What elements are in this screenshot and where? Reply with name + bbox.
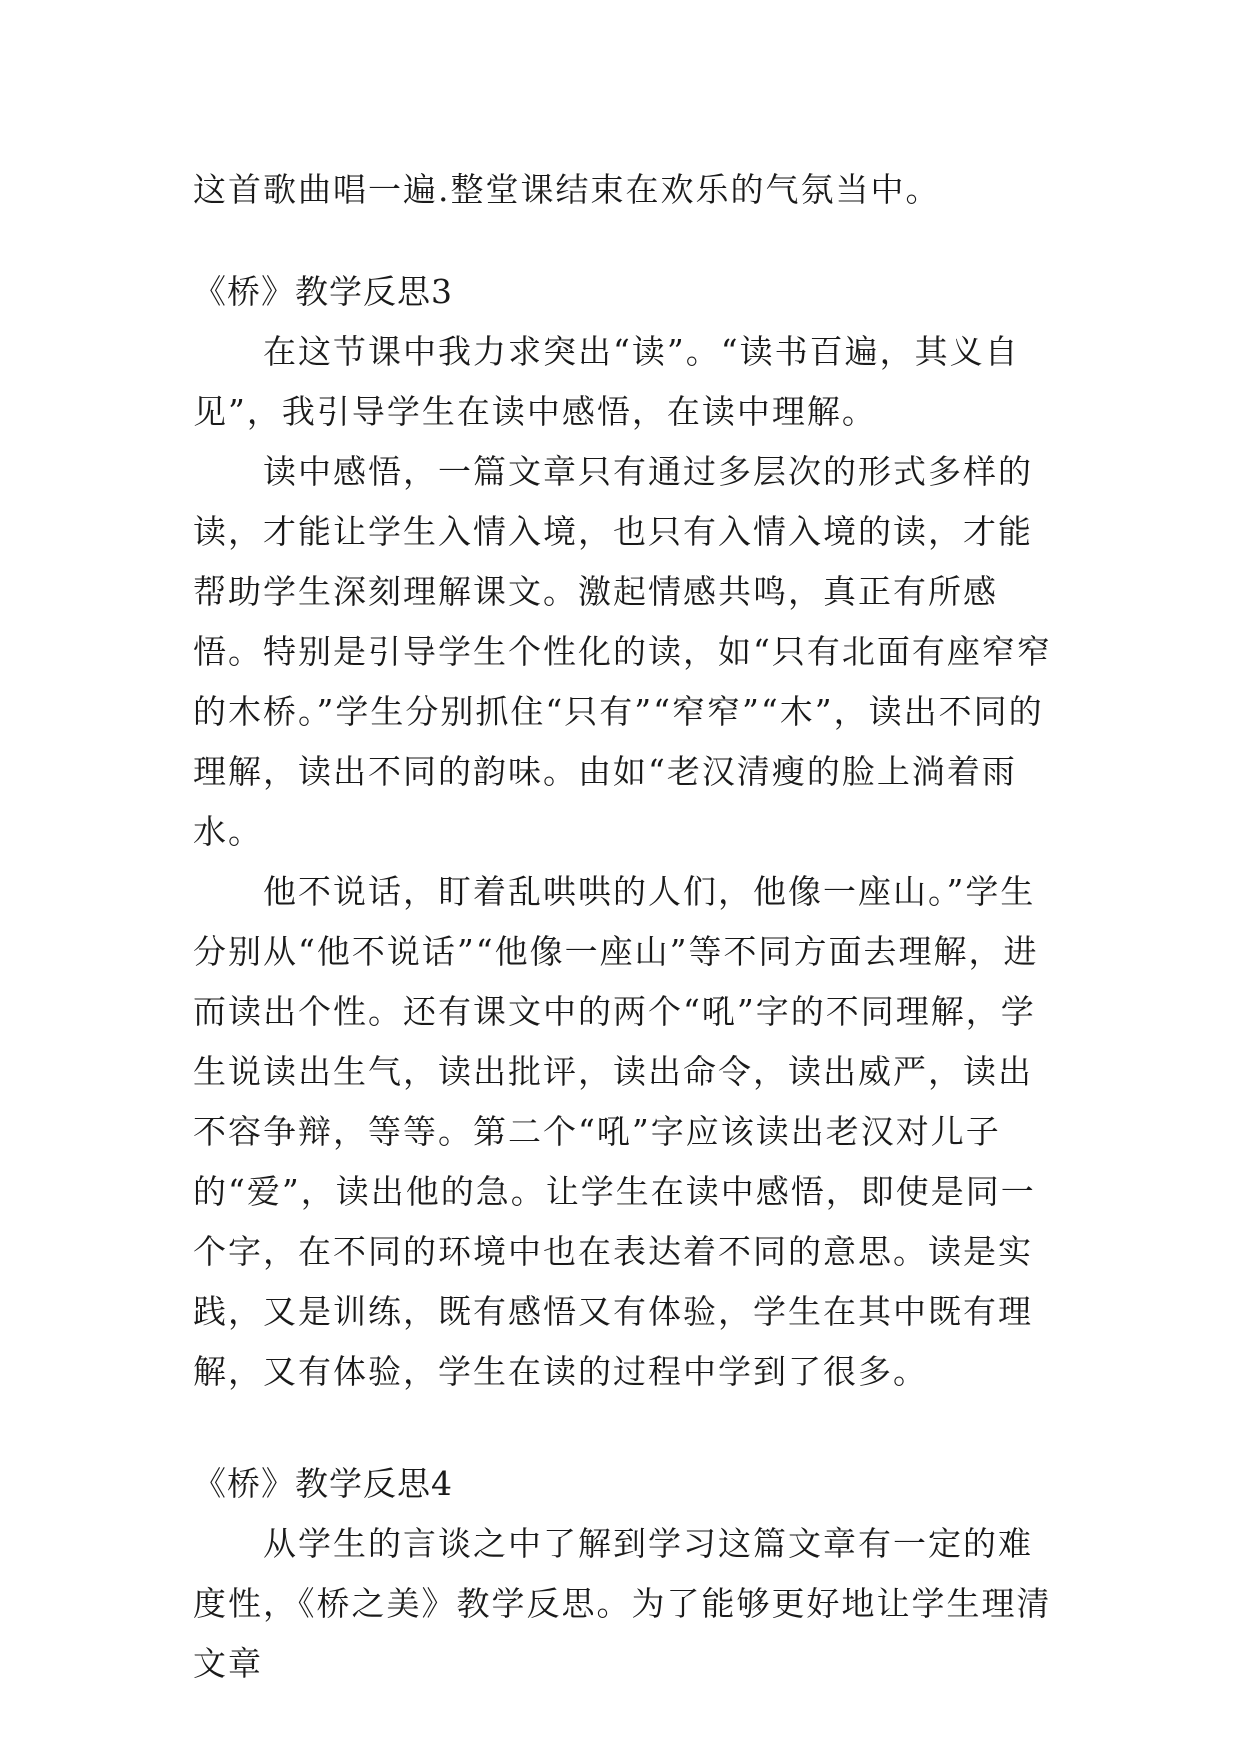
section-3-paragraph-2: 读中感悟，一篇文章只有通过多层次的形式多样的读，才能让学生入情入境，也只有入情入境的读，才能帮助学生深刻理解课文。激起情感共鸣，真正有所感悟。特别是引导学生个性化的读，如“只有北面有座窄窄的木桥。”学生分别抓住“只有”“窄窄”“木”，读出不同的理解，读出不同的韵味。由如“老汉清瘦的脸上淌着雨水。 xyxy=(193,452,1052,851)
section-heading-4: 《桥》教学反思4 xyxy=(193,1464,453,1503)
section-3-paragraph-3: 他不说话，盯着乱哄哄的人们，他像一座山。”学生分别从“他不说话”“他像一座山”等不同方面去理解，进而读出个性。还有课文中的两个“吼”字的不同理解，学生说读出生气，读出批评，读出命令，读出威严，读出不容争辩，等等。第二个“吼”字应该读出老汉对儿子的“爱”，读出他的急。让学生在读中感悟，即使是同一个字，在不同的环境中也在表达着不同的意思。读是实践，又是训练，既有感悟又有体验，学生在其中既有理解，又有体验，学生在读的过程中学到了很多。 xyxy=(193,872,1039,1391)
section-4-paragraph-1: 从学生的言谈之中了解到学习这篇文章有一定的难度性，《桥之美》教学反思。为了能够更好地让学生理清文章 xyxy=(193,1524,1052,1683)
lead-paragraph: 这首歌曲唱一遍.整堂课结束在欢乐的气氛当中。 xyxy=(193,170,941,209)
document-body xyxy=(193,160,1063,1694)
section-3-paragraph-1: 在这节课中我力求突出“读”。“读书百遍，其义自见”，我引导学生在读中感悟，在读中理解。 xyxy=(193,332,1020,431)
section-heading-3: 《桥》教学反思3 xyxy=(193,272,453,311)
